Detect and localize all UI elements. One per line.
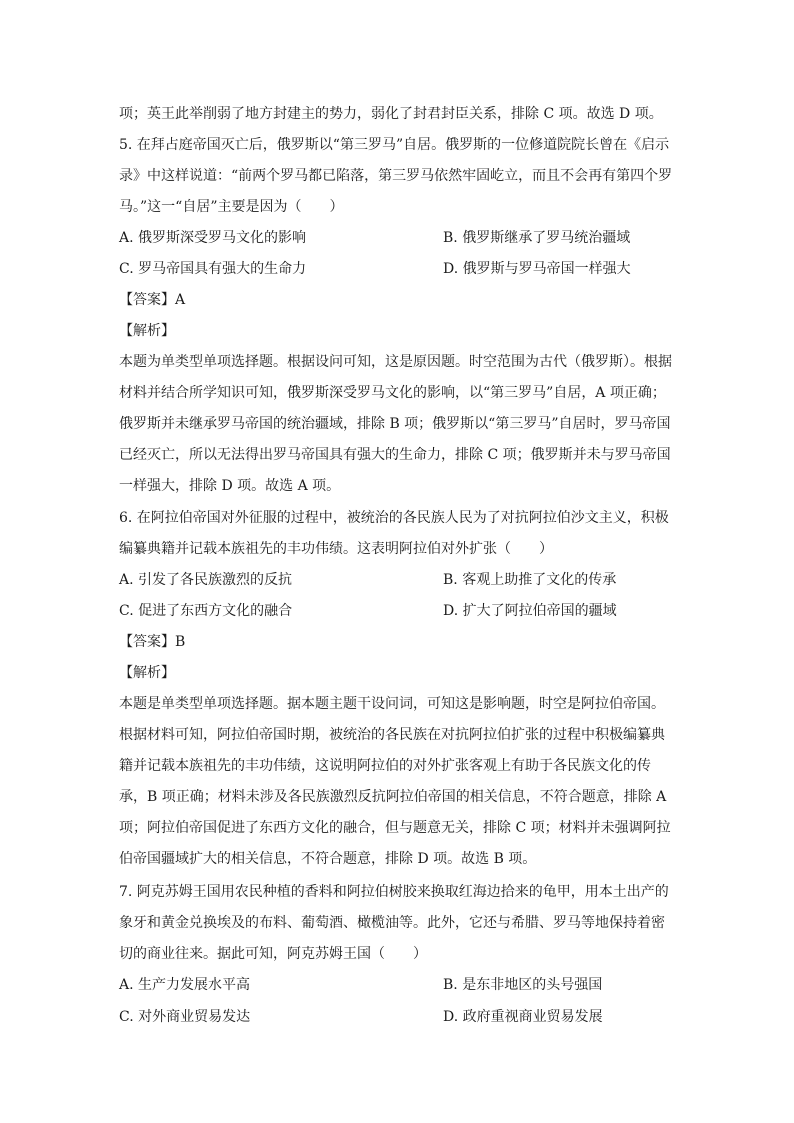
question-6-answer: 【答案】B xyxy=(119,634,186,650)
question-5-stem-line-1: 5. 在拜占庭帝国灭亡后，俄罗斯以“第三罗马”自居。俄罗斯的一位修道院院长曾在《启示 xyxy=(119,137,670,153)
question-5-stem-line-2: 录》中这样说道：“前两个罗马都已陷落，第三罗马依然牢固屹立，而且不会再有第四个罗 xyxy=(119,168,673,184)
question-6-option-a: A. 引发了各民族激烈的反抗 xyxy=(119,572,293,588)
question-5-analysis-heading: 【解析】 xyxy=(119,323,175,339)
question-6-analysis-line-5: 项；阿拉伯帝国促进了东西方文化的融合，但与题意无关，排除 C 项；材料并未强调阿拉 xyxy=(119,820,671,836)
question-7-option-a: A. 生产力发展水平高 xyxy=(119,977,251,993)
question-5-option-b: B. 俄罗斯继承了罗马统治疆域 xyxy=(443,230,631,246)
question-5-analysis-line-1: 本题为单类型单项选择题。根据设问可知，这是原因题。时空范围为古代（俄罗斯）。根据 xyxy=(119,354,672,370)
question-6-option-d: D. 扩大了阿拉伯帝国的疆域 xyxy=(443,603,617,619)
question-6-option-b: B. 客观上助推了文化的传承 xyxy=(443,572,617,588)
question-6-stem-line-1: 6. 在阿拉伯帝国对外征服的过程中，被统治的各民族人民为了对抗阿拉伯沙文主义，积极 xyxy=(119,510,669,526)
question-7-option-b: B. 是东非地区的头号强国 xyxy=(443,977,603,993)
question-6-analysis-line-1: 本题是单类型单项选择题。据本题主题干设问词，可知这是影响题，时空是阿拉伯帝国。 xyxy=(119,696,665,712)
question-5-analysis-line-2: 材料并结合所学知识可知，俄罗斯深受罗马文化的影响，以“第三罗马”自居，A 项正确； xyxy=(119,385,666,401)
question-5-analysis-line-3: 俄罗斯并未继承罗马帝国的统治疆域，排除 B 项；俄罗斯以“第三罗马”自居时，罗马帝国 xyxy=(119,416,671,432)
question-5-option-a: A. 俄罗斯深受罗马文化的影响 xyxy=(119,230,307,246)
question-6-stem-line-2: 编纂典籍并记载本族祖先的丰功伟绩。这表明阿拉伯对外扩张（ ） xyxy=(119,541,553,557)
question-6-analysis-line-2: 根据材料可知，阿拉伯帝国时期，被统治的各民族在对抗阿拉伯扩张的过程中积极编纂典 xyxy=(119,727,665,743)
question-6-analysis-heading: 【解析】 xyxy=(119,665,175,681)
question-7-stem-line-2: 象牙和黄金兑换埃及的布料、葡萄酒、橄榄油等。此外，它还与希腊、罗马等地保持着密 xyxy=(119,915,665,931)
question-5-analysis-line-4: 已经灭亡，所以无法得出罗马帝国具有强大的生命力，排除 C 项；俄罗斯并未与罗马帝国 xyxy=(119,447,671,463)
question-5-option-c: C. 罗马帝国具有强大的生命力 xyxy=(119,261,307,277)
question-5-stem-line-3: 马。”这一“自居”主要是因为（ ） xyxy=(119,199,344,215)
question-7-option-d: D. 政府重视商业贸易发展 xyxy=(443,1009,603,1025)
question-6-option-c: C. 促进了东西方文化的融合 xyxy=(119,603,293,619)
question-6-analysis-line-3: 籍并记载本族祖先的丰功伟绩，这说明阿拉伯的对外扩张客观上有助于各民族文化的传 xyxy=(119,758,651,774)
question-6-analysis-line-4: 承，B 项正确；材料未涉及各民族激烈反抗阿拉伯帝国的相关信息，不符合题意，排除 A xyxy=(119,789,667,805)
question-7-option-c: C. 对外商业贸易发达 xyxy=(119,1009,251,1025)
question-5-answer: 【答案】A xyxy=(119,292,186,308)
question-7-stem-line-1: 7. 阿克苏姆王国用农民种植的香料和阿拉伯树胶来换取红海边拾来的龟甲，用本土出产的 xyxy=(119,884,669,900)
question-7-stem-line-3: 切的商业往来。据此可知，阿克苏姆王国（ ） xyxy=(119,946,427,962)
question-6-analysis-line-6: 伯帝国疆域扩大的相关信息，不符合题意，排除 D 项。故选 B 项。 xyxy=(119,851,537,867)
intro-text-line: 项；英王此举削弱了地方封建主的势力，弱化了封君封臣关系，排除 C 项。故选 D 项。 xyxy=(119,106,663,122)
question-5-option-d: D. 俄罗斯与罗马帝国一样强大 xyxy=(443,261,631,277)
question-5-analysis-line-5: 一样强大，排除 D 项。故选 A 项。 xyxy=(119,478,341,494)
